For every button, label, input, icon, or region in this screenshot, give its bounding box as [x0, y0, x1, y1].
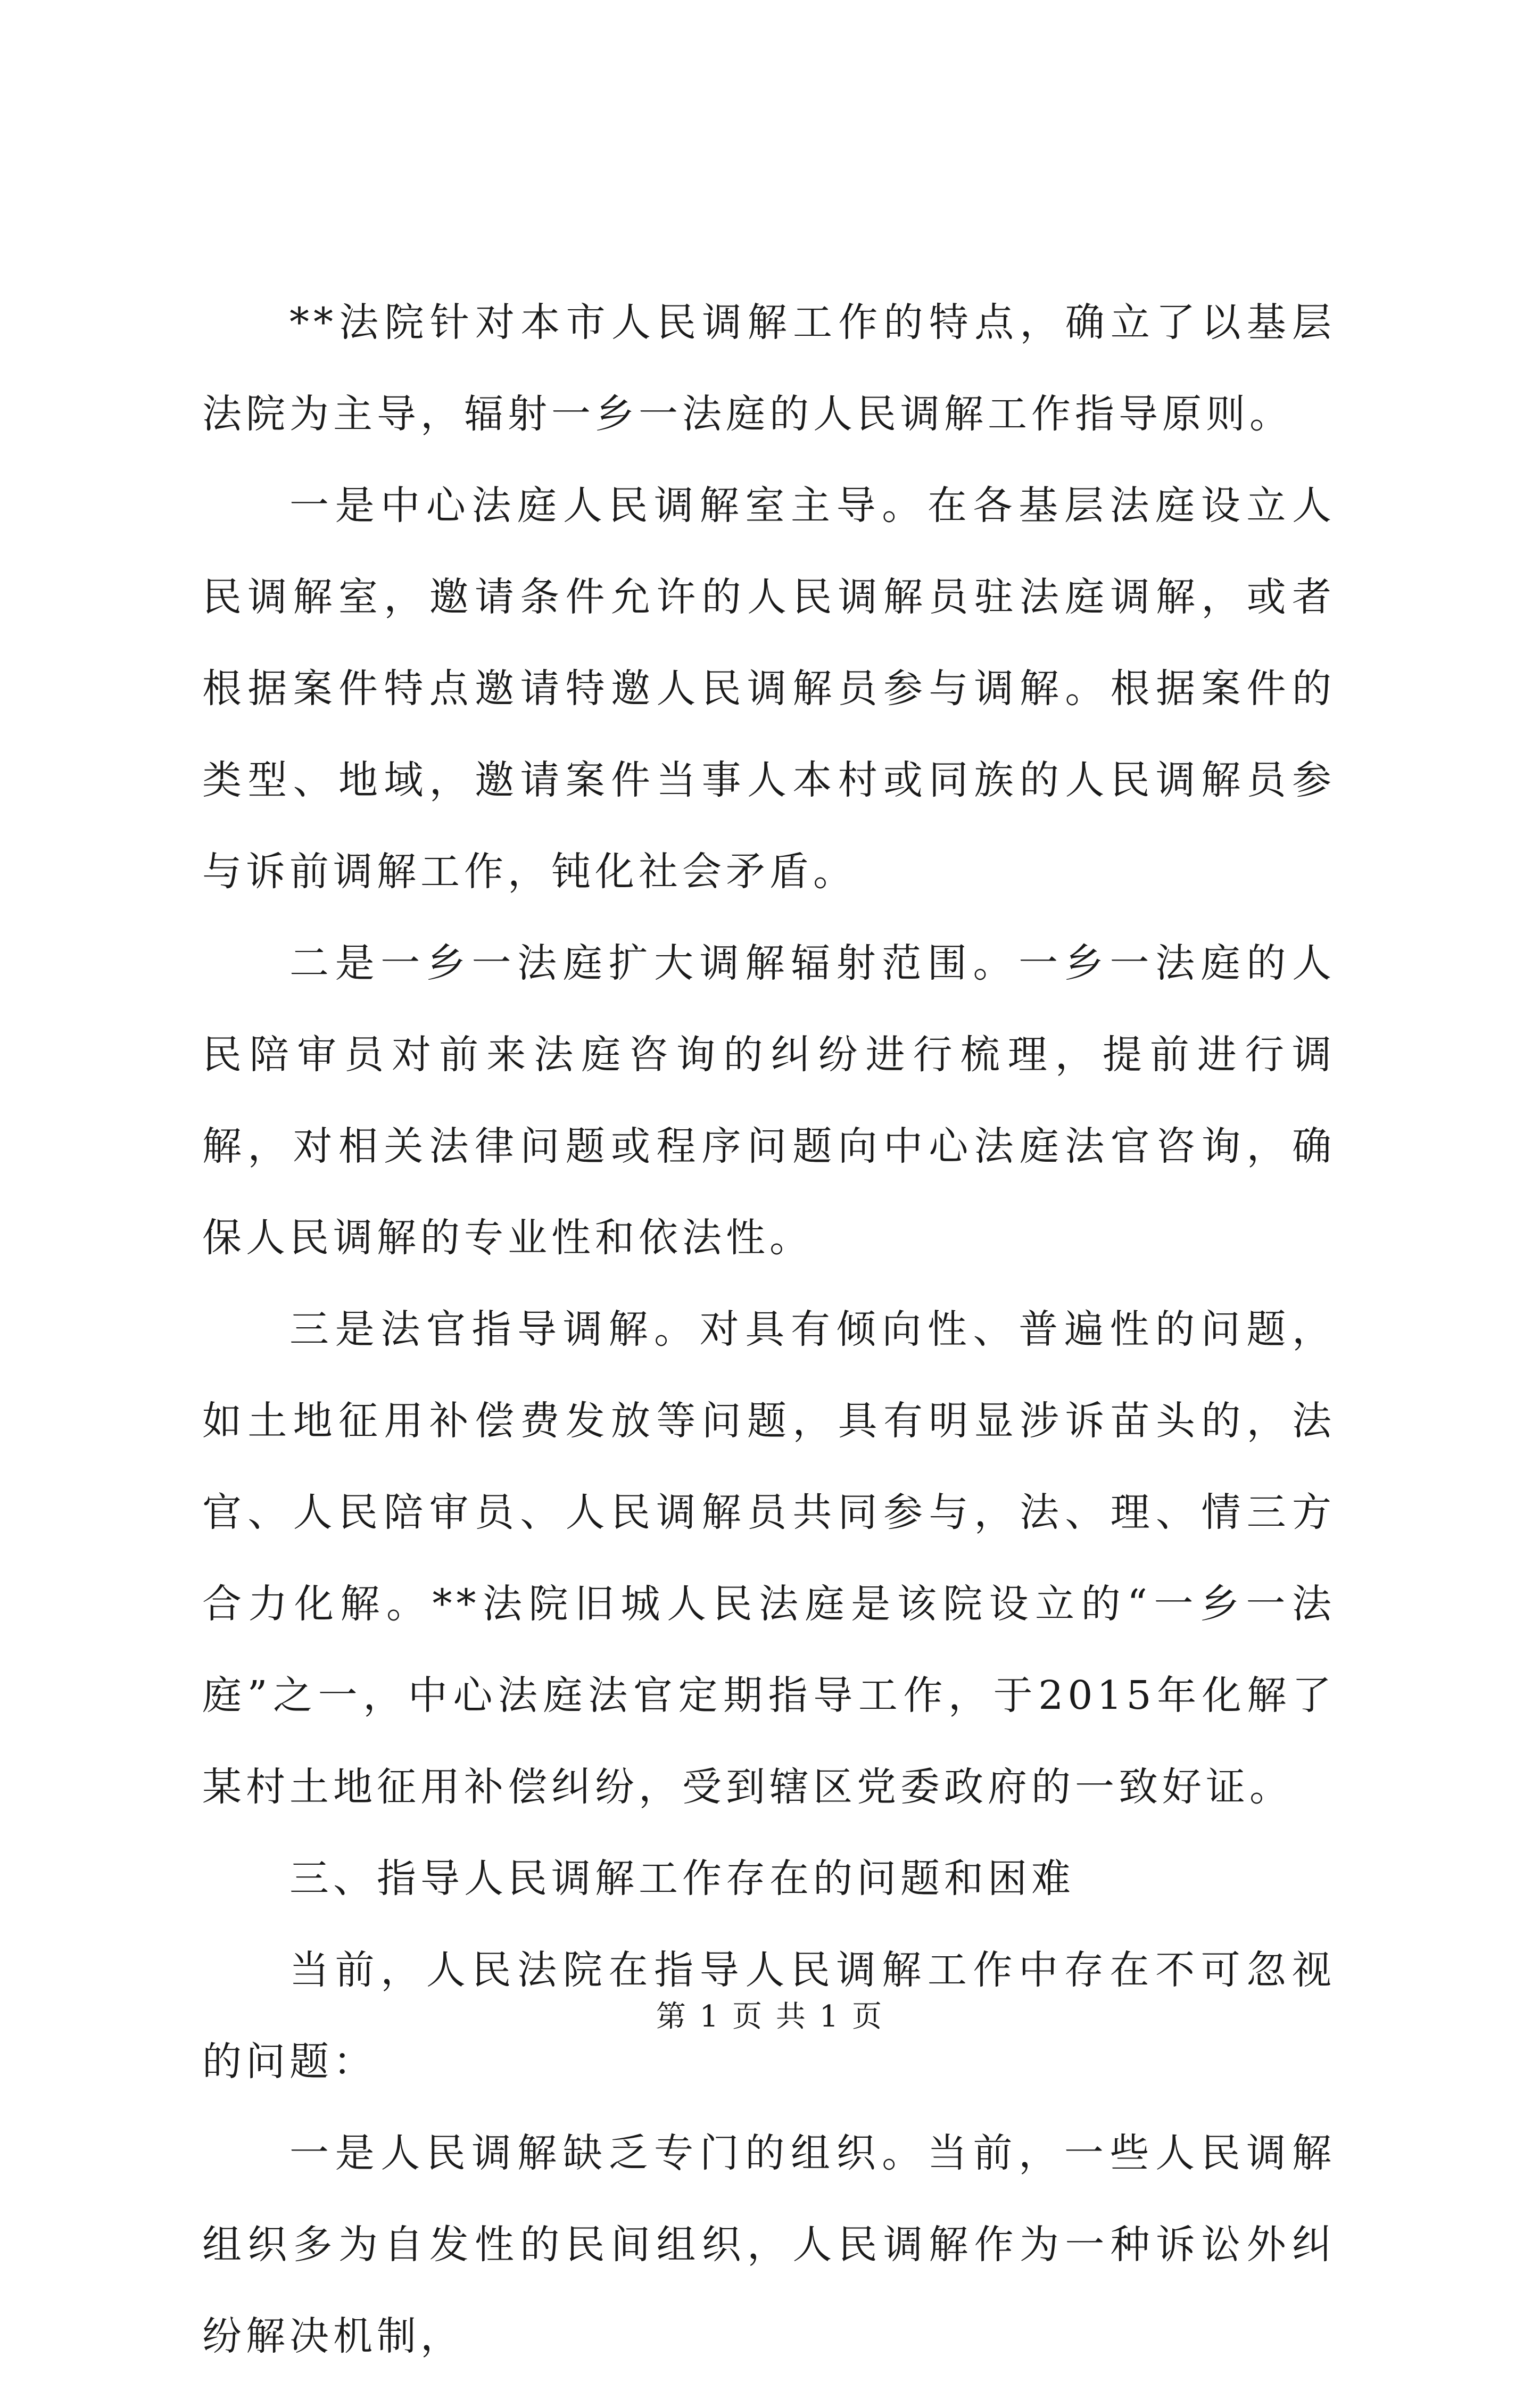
paragraph-point-two: 二是一乡一法庭扩大调解辐射范围。一乡一法庭的人民陪审员对前来法庭咨询的纠纷进行梳理，提前进行调解，对相关法律问题或程序问题向中心法庭法官咨询，确保人民调解的专业性和依法性。 [202, 940, 1336, 1261]
paragraph-point-one: 一是中心法庭人民调解室主导。在各基层法庭设立人民调解室，邀请条件允许的人民调解员驻法庭调解，或者根据案件特点邀请特邀人民调解员参与调解。根据案件的类型、地域，邀请案件当事人本村或同族的人民调解员参与诉前调解工作，钝化社会矛盾。 [202, 483, 1336, 895]
paragraph-issue-one: 一是人民调解缺乏专门的组织。当前，一些人民调解组织多为自发性的民间组织，人民调解作为一种诉讼外纠纷解决机制， [202, 2130, 1336, 2359]
paragraph-point-three: 三是法官指导调解。对具有倾向性、普遍性的问题，如土地征用补偿费发放等问题，具有明显涉诉苗头的，法官、人民陪审员、人民调解员共同参与，法、理、情三方合力化解。**法院旧城人民法庭是该院设立的“一乡一法庭”之一，中心法庭法官定期指导工作，于2015年化解了某村土地征用补偿纠纷，受到辖区党委政府的一致好证。 [202, 1306, 1336, 1810]
page-footer: 第 1 页 共 1 页 [656, 1999, 884, 2034]
paragraph-current-issues: 当前，人民法院在指导人民调解工作中存在不可忽视的问题： [202, 1947, 1336, 2085]
paragraph-intro: **法院针对本市人民调解工作的特点，确立了以基层法院为主导，辐射一乡一法庭的人民调解工作指导原则。 [202, 300, 1336, 437]
document-body [202, 277, 1336, 2382]
section-heading: 三、指导人民调解工作存在的问题和困难 [289, 1856, 1075, 1901]
